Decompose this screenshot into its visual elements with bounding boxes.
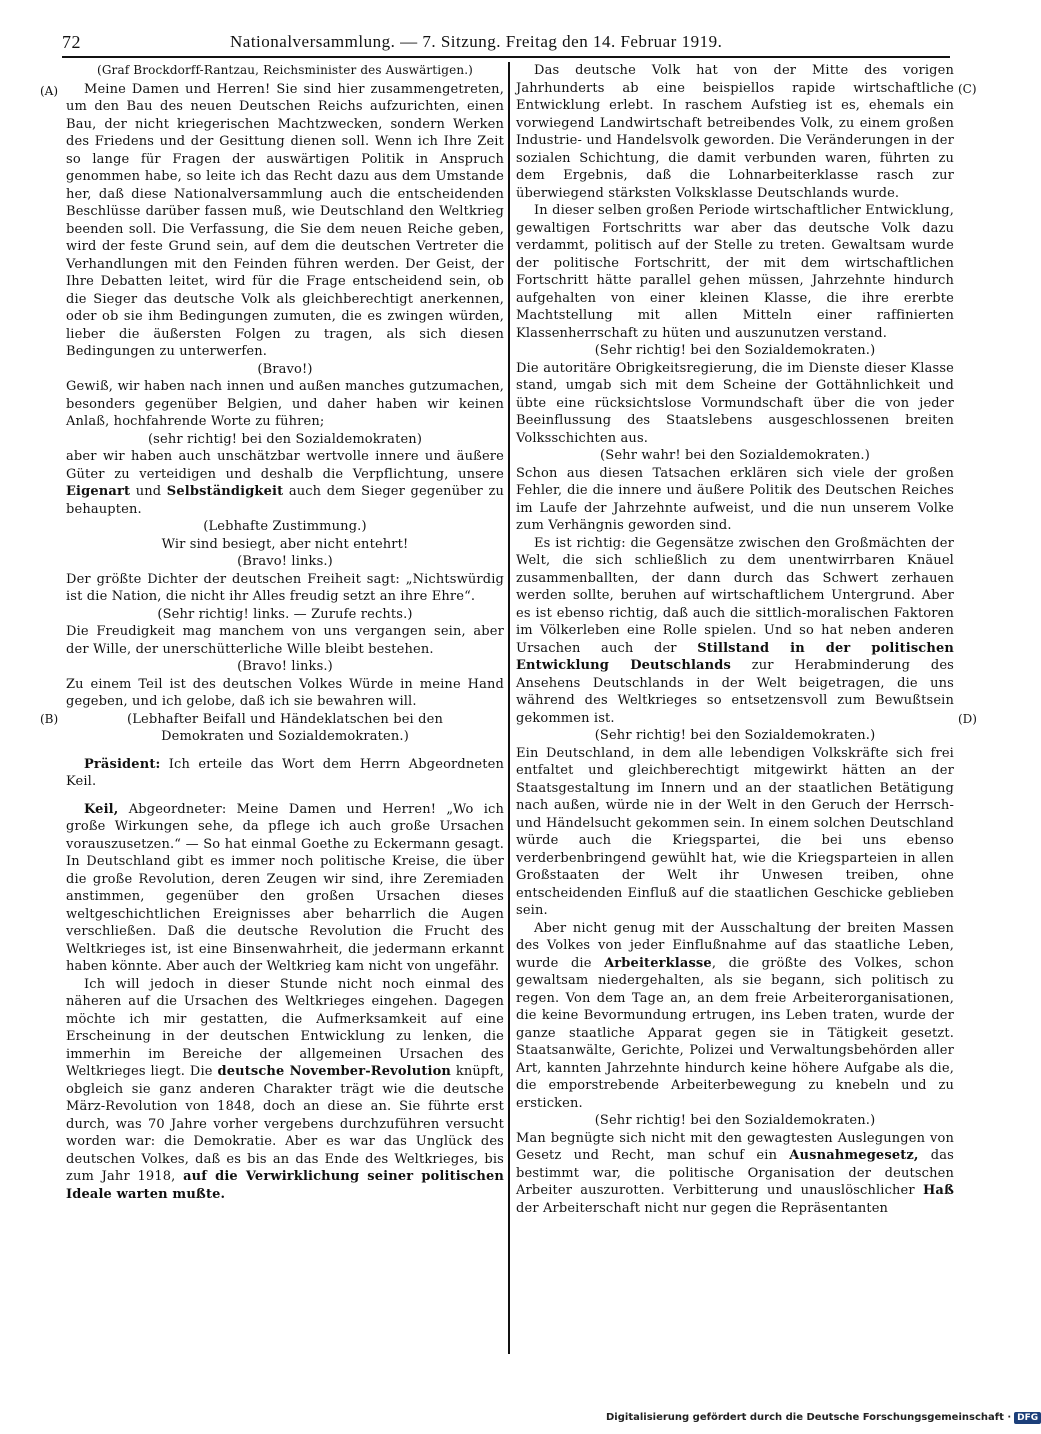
paragraph: Ich will jedoch in dieser Stunde nicht noch einmal des näheren auf die Ursachen des Weltkrieges eingehen. Dagegen möchte ich mir gestatten, die Aufmerksamkeit auf eine Erscheinung in der deutschen Entwicklung zu lenken, die immerhin im Bereiche der allgemeinen Ursachen des Weltkrieges liegt. Die deutsche November-Revolution knüpft, obgleich sie ganz anderen Charakter trägt wie die deutsche März-Revolution von 1848, doch an diese an. Sie führte erst durch, was 70 Jahre vorher vergebens durchzuführen versucht worden war: die Demokratie. Aber es war das Unglück des deutschen Volkes, daß es bis an das Ende des Weltkrieges, bis zum Jahr 1918, auf die Verwirklichung seiner politischen Ideale warten mußte. [66, 976, 504, 1202]
digitization-credit [606, 1412, 1041, 1424]
paragraph: Man begnügte sich nicht mit den gewagtesten Auslegungen von Gesetz und Recht, man schuf ein Ausnahmegesetz, das bestimmt war, die politische Organisation der deutschen Arbeiter auszurotten. Verbitterung und unauslöschlicher Haß der Arbeiterschaft nicht nur gegen die Repräsentanten [516, 1130, 954, 1216]
paragraph: Das deutsche Volk hat von der Mitte des vorigen Jahrhunderts ab eine beispiellos rapide wirtschaftliche Entwicklung erlebt. In raschem Aufstieg ist es, ehemals ein vorwiegend Landwirtschaft betreibendes Volk, zu einem großen Industrie- und Handelsvolk geworden. Die Veränderungen in der sozialen Schichtung, die damit verbunden waren, führten zu dem Ergebnis, daß die Lohnarbeiterklasse rasch zur überwiegend stärksten Volksklasse Deutschlands wurde. [516, 63, 954, 201]
emphasis-ideale: auf die Verwirklichung seiner politischen Ideale warten mußte. [66, 1169, 504, 1202]
running-title: Nationalversammlung. — 7. Sitzung. Freitag den 14. Februar 1919. [230, 32, 723, 51]
interjection: (Bravo! links.) [237, 659, 333, 674]
emphasis-stillstand: Stillstand in der politischen Entwicklung Deutschlands [516, 640, 954, 673]
page-number: 72 [62, 32, 81, 52]
page-header [62, 30, 936, 56]
paragraph: Der größte Dichter der deutschen Freiheit sagt: „Nichtswürdig ist die Nation, die nicht ihr Alles freudig setzt an ihre Ehre“. [66, 571, 504, 604]
paragraph: In dieser selben großen Periode wirtschaftlicher Entwicklung, gewaltigen Fortschritts war aber das deutsche Volk dazu verdammt, politisch auf der Stelle zu treten. Gewaltsam wurde der politische Fortschritt, der mit dem wirtschaftlichen Fortschritt hätte parallel gehen müssen, Jahrzehnte hindurch aufgehalten von einer kleinen Klasse, die ihre ererbte Machtstellung mit allen Mitteln einer raffinierten Klassenherrschaft zu hüten und auszunutzen verstand. [516, 203, 954, 341]
emphasis-selbstaendigkeit: Selbständigkeit [166, 484, 284, 499]
interjection: (Lebhafte Zustimmung.) [203, 519, 367, 534]
interjection: (Sehr wahr! bei den Sozialdemokraten.) [600, 448, 870, 463]
column-rule [508, 62, 510, 1354]
header-rule [62, 56, 950, 58]
interjection: (Bravo!) [257, 361, 313, 377]
margin-marker-b: (B) [40, 712, 59, 726]
interjection: (Sehr richtig! links. — Zurufe rechts.) [157, 606, 413, 622]
margin-marker-c: (C) [958, 82, 977, 96]
paragraph: Es ist richtig: die Gegensätze zwischen den Großmächten der Welt, die sich schließlich zu dem unentwirrbaren Knäuel zusammenballten, der dann durch das Schwert zerhauen werden sollte, beruhen auf wirtschaftlichem Untergrund. Aber es ist ebenso richtig, daß auch die sittlich-moralischen Faktoren im Völkerleben eine Rolle spielen. Und so hat neben anderen Ursachen auch der Stillstand in der politischen Entwicklung Deutschlands zur Herabminderung des Ansehens Deutschlands in der Welt beigetragen, die uns während des Weltkrieges so entsetzensvoll zum Bewußtsein gekommen ist. [516, 535, 954, 726]
paragraph: Ein Deutschland, in dem alle lebendigen Volkskräfte sich frei entfaltet und gleichberechtigt mitgewirkt hätten an der Staatsgestaltung im Innern und an der staatlichen Betätigung nach außen, würde nie in der Welt in den Geruch der Herrsch- und Händelsucht gekommen sein. In einem solchen Deutschland würde auch die Kriegspartei, die bei uns ebenso verderbenbringend gewühlt hat, wie die Kriegsparteien in allen Großstaaten der Welt ihr Unwesen treiben, ohne entscheidenden Einfluß auf die staatlichen Geschicke geblieben sein. [516, 745, 954, 918]
interjection: (sehr richtig! bei den Sozialdemokraten) [147, 431, 423, 447]
centered-line: Wir sind besiegt, aber nicht entehrt! [161, 536, 409, 552]
emphasis-november-revolution: deutsche November-Revolution [217, 1064, 451, 1079]
president-paragraph: Präsident: Ich erteile das Wort dem Herrn Abgeordneten Keil. [66, 756, 504, 789]
keil-label: Keil, [84, 801, 119, 817]
paragraph: Schon aus diesen Tatsachen erklären sich viele der großen Fehler, die die innere und äußere Politik des Deutschen Reiches im Laufe der Jahrzehnte aufweist, und die nun unserem Volke zum Verhängnis geworden sind. [516, 465, 954, 533]
paragraph: Die autoritäre Obrigkeitsregierung, die im Dienste dieser Klasse stand, umgab sich mit dem Scheine der Gottähnlichkeit und übte eine rücksichtslose Vormundschaft über die von jeder Beeinflussung des Staatslebens ausgeschlossenen breiten Volksschichten aus. [516, 360, 954, 446]
margin-marker-a: (A) [40, 84, 59, 98]
interjection: (Bravo! links.) [237, 554, 333, 569]
paragraph: aber wir haben auch unschätzbar wertvolle innere und äußere Güter zu verteidigen und deshalb die Verpflichtung, unsere Eigenart und Selbständigkeit auch dem Sieger gegenüber zu behaupten. [66, 449, 504, 517]
emphasis-ausnahmegesetz: Ausnahmegesetz, [789, 1148, 919, 1163]
interjection: (Sehr richtig! bei den Sozialdemokraten.) [594, 343, 876, 358]
paragraph: Meine Damen und Herren! Sie sind hier zusammengetreten, um den Bau des neuen Deutschen Reichs aufzurichten, einen Bau, der nicht kriegerischen Machtzwecken, sondern Werken des Friedens und der Gesittung dienen soll. Wenn ich Ihre Zeit so lange für Fragen der auswärtigen Politik in Anspruch genommen habe, so leite ich das Recht dazu aus dem Umstande her, daß diese Nationalversammlung auch die entscheidenden Beschlüsse darüber fassen muß, wie Deutschland den Weltkrieg beenden soll. Die Verfassung, die Sie dem neuen Reiche geben, wird der feste Grund sein, auf dem die deutschen Vertreter die Verhandlungen mit den Feinden führen werden. Der Geist, der Ihre Debatten leitet, wird für die Frage entscheidend sein, ob die Sieger das deutsche Volk als gleichberechtigt anerkennen, oder ob sie ihm Bedingungen zumuten, die es zwingen würden, lieber die äußersten Folgen zu tragen, als sich diesen Bedingungen zu unterwerfen. [66, 81, 504, 359]
right-column [516, 62, 954, 1217]
interjection: Demokraten und Sozialdemokraten.) [161, 729, 409, 744]
interjection: (Lebhafter Beifall und Händeklatschen bei den [127, 711, 443, 727]
speaker-line: (Graf Brockdorff-Rantzau, Reichsminister des Auswärtigen.) [96, 63, 474, 77]
paragraph: Die Freudigkeit mag manchem von uns vergangen sein, aber der Wille, der unerschütterliche Wille bleibt bestehen. [66, 624, 504, 657]
interjection: (Sehr richtig! bei den Sozialdemokraten.) [594, 728, 876, 743]
president-label: Präsident: [84, 756, 161, 772]
left-column [66, 62, 504, 1203]
paragraph: Gewiß, wir haben nach innen und außen manches gutzumachen, besonders gegenüber Belgien, und daher haben wir keinen Anlaß, hochfahrende Worte zu führen; [66, 379, 504, 429]
keil-paragraph: Keil, Abgeordneter: Meine Damen und Herren! „Wo ich große Wirkungen sehe, da pflege ich auch große Ursachen vorauszusetzen.“ — So hat einmal Goethe zu Eckermann gesagt. In Deutschland gibt es immer noch politische Kreise, die über die große Revolution, deren Zeugen wir sind, ihre Zeremiaden anstimmen, gegenüber den großen Ursachen dieses weltgeschichtlichen Ereignisses aber beharrlich die Augen verschließen. Daß die deutsche Revolution die Frucht des Weltkrieges ist, ist eine Binsenwahrheit, die jedermann erkannt haben könnte. Aber auch der Weltkrieg kam nicht von ungefähr. [66, 801, 504, 974]
interjection: (Sehr richtig! bei den Sozialdemokraten.) [594, 1113, 876, 1128]
emphasis-arbeiterklasse: Arbeiterklasse [604, 955, 712, 971]
paragraph: Zu einem Teil ist des deutschen Volkes Würde in meine Hand gegeben, und ich gelobe, daß ich sie bewahren will. [66, 676, 504, 709]
emphasis-hass: Haß [922, 1183, 954, 1198]
dfg-logo: DFG [1014, 1412, 1041, 1424]
emphasis-eigenart: Eigenart [66, 484, 131, 499]
credit-text: Digitalisierung gefördert durch die Deutsche Forschungsgemeinschaft · [606, 1412, 1012, 1423]
paragraph: Aber nicht genug mit der Ausschaltung der breiten Massen des Volkes von jeder Einflußnahme auf das staatliche Leben, wurde die Arbeiterklasse, die größte des Volkes, schon gewaltsam niedergehalten, als sie begann, sich politisch zu regen. Von dem Tage an, an dem freie Arbeiterorganisationen, die keine Bevormundung ertrugen, ins Leben traten, wurde der ganze staatliche Apparat gegen sie in Tätigkeit gesetzt. Staatsanwälte, Gerichte, Polizei und Verwaltungsbehörden aller Art, kannten Jahrzehnte hindurch keine höhere Aufgabe als die, die emporstrebende Arbeiterbewegung zu knebeln und zu ersticken. [516, 920, 954, 1111]
margin-marker-d: (D) [958, 712, 977, 726]
